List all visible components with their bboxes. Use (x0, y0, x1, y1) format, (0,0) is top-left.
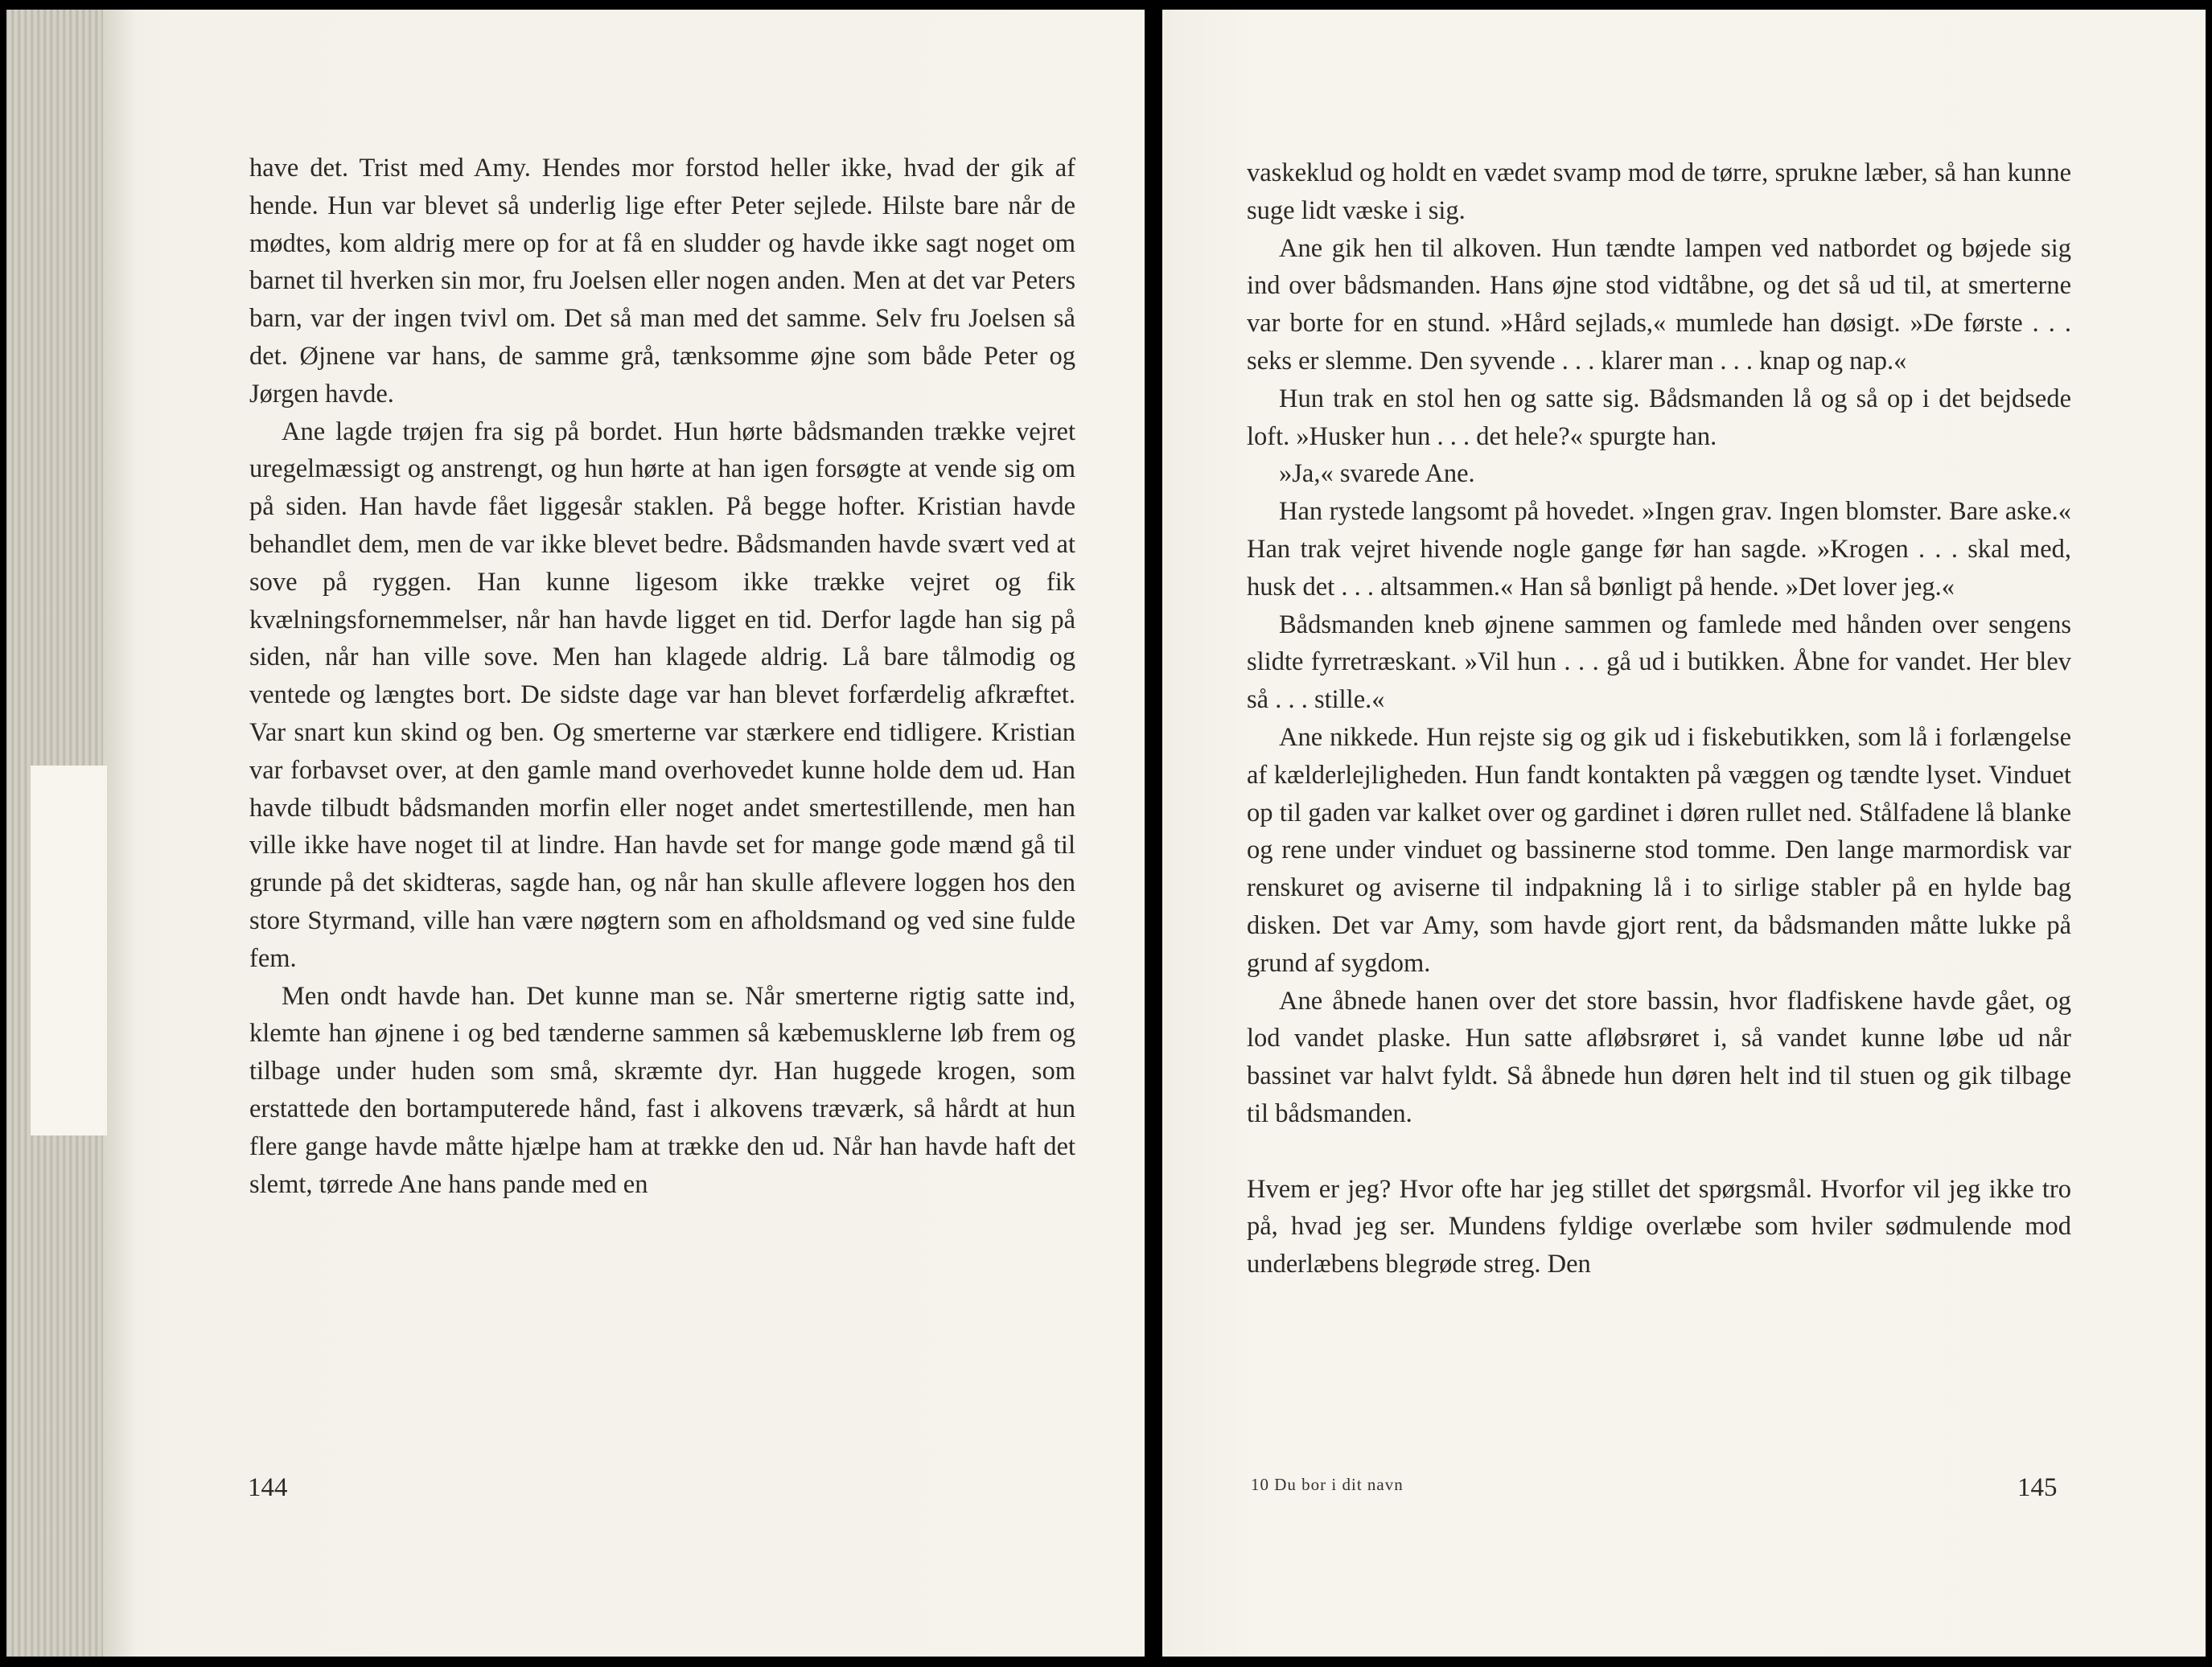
paragraph: Ane åbnede hanen over det store bassin, hvor fladfiskene havde gået, og lod vandet plaske. Hun satte afløbsrøret i, så vandet kunne løbe ud når bassinet var halvt fyldt. Så åbnede hun døren helt ind til stuen og gik tilbage til bådsmanden. (1247, 986, 2071, 1128)
paragraph: vaskeklud og holdt en vædet svamp mod de tørre, sprukne læber, så han kunne suge lidt væske i sig. (1247, 158, 2071, 225)
page-number: 144 (248, 1473, 288, 1502)
paragraph: have det. Trist med Amy. Hendes mor forstod heller ikke, hvad der gik af hende. Hun var blevet så underlig lige efter Peter sejlede. Hilste bare når de mødtes, kom aldrig mere op for at få en sludder og havde ikke sagt noget om barnet til hverken sin mor, fru Joelsen eller nogen anden. Men at det var Peters barn, var der ingen tvivl om. Det så man med det samme. Selv fru Joelsen så det. Øjnene var hans, de samme grå, tænksomme øjne som både Peter og Jørgen havde. (249, 154, 1075, 409)
paragraph: »Ja,« svarede Ane. (1279, 459, 1475, 489)
paragraph: Han rystede langsomt på hovedet. »Ingen grav. Ingen blomster. Bare aske.« Han trak vejret hivende nogle gange før han sagde. »Krogen . . . skal med, husk det . . . altsammen.« Han så bønligt på hende. »Det lover jeg.« (1247, 497, 2071, 602)
page-tab-mark (31, 766, 107, 1135)
left-page (6, 10, 1145, 1657)
page-edge-shadow (103, 10, 135, 1657)
paragraph: Hvem er jeg? Hvor ofte har jeg stillet det spørgsmål. Hvorfor vil jeg ikke tro på, hvad jeg ser. Mundens fyldige overlæbe som hviler sødmulende mod underlæbens blegrøde streg. Den (1247, 1174, 2071, 1279)
left-page-text (249, 150, 1075, 1203)
paragraph: Bådsmanden kneb øjnene sammen og famlede med hånden over sengens slidte fyrretræskant. »Vil hun . . . gå ud i butikken. Åbne for vandet. Her blev så . . . stille.« (1247, 610, 2071, 715)
right-page (1162, 10, 2206, 1657)
printer-signature: 10 Du bor i dit navn (1251, 1475, 1404, 1494)
page-number: 145 (2017, 1473, 2058, 1502)
paragraph: Ane gik hen til alkoven. Hun tændte lampen ved natbordet og bøjede sig ind over bådsmanden. Hans øjne stod vidtåbne, og det så ud til, at smerterne var borte for en stund. »Hård sejlads,« mumlede han døsigt. »De første . . . seks er slemme. Den syvende . . . klarer man . . . knap og nap.« (1247, 233, 2071, 376)
right-page-text (1247, 154, 2071, 1283)
paragraph: Men ondt havde han. Det kunne man se. Når smerterne rigtig satte ind, klemte han øjnene i og bed tænderne sammen så kæbemusklerne løb frem og tilbage under huden som små, skræmte dyr. Han huggede krogen, som erstattede den bortamputerede hånd, fast i alkovens træværk, så hårdt at hun flere gange havde måtte hjælpe ham at trække den ud. Når han havde haft det slemt, tørrede Ane hans pande med en (249, 981, 1075, 1199)
paragraph: Ane lagde trøjen fra sig på bordet. Hun hørte bådsmanden trække vejret uregelmæssigt og anstrengt, og hun hørte at han igen forsøgte at vende sig om på siden. Han havde fået liggesår staklen. På begge hofter. Kristian havde behandlet dem, men de var ikke blevet bedre. Bådsmanden havde svært ved at sove på ryggen. Han kunne ligesom ikke trække vejret og fik kvælningsfornemmelser, når han havde ligget en tid. Derfor lagde han sig på siden, når han ville sove. Men han klagede aldrig. Lå bare tålmodig og ventede og længtes bort. De sidste dage var han blevet forfærdelig afkræftet. Var snart kun skind og ben. Og smerterne var stærkere end tidligere. Kristian var forbavset over, at den gamle mand overhovedet kunne holde dem ud. Han havde tilbudt bådsmanden morfin eller noget andet smertestillende, men han ville ikke have noget til at lindre. Han havde set for mange gode mænd gå til grunde på det skidteras, sagde han, og når han skulle aflevere loggen hos den store Styrmand, ville han være nøgtern som en afholdsmand og ved sine fulde fem. (249, 417, 1075, 973)
paragraph: Ane nikkede. Hun rejste sig og gik ud i fiskebutikken, som lå i forlængelse af kælderlejligheden. Hun fandt kontakten på væggen og tændte lyset. Vinduet op til gaden var kalket over og gardinet i døren rullet ned. Stålfadene lå blanke og rene under vinduet og bassinerne stod tomme. Den lange marmordisk var renskuret og aviserne til indpakning lå i to sirlige stabler på en hylde bag disken. Det var Amy, som havde gjort rent, da bådsmanden måtte lukke på grund af sygdom. (1247, 722, 2071, 978)
paragraph: Hun trak en stol hen og satte sig. Bådsmanden lå og så op i det bejdsede loft. »Husker hun . . . det hele?« spurgte han. (1247, 384, 2071, 451)
